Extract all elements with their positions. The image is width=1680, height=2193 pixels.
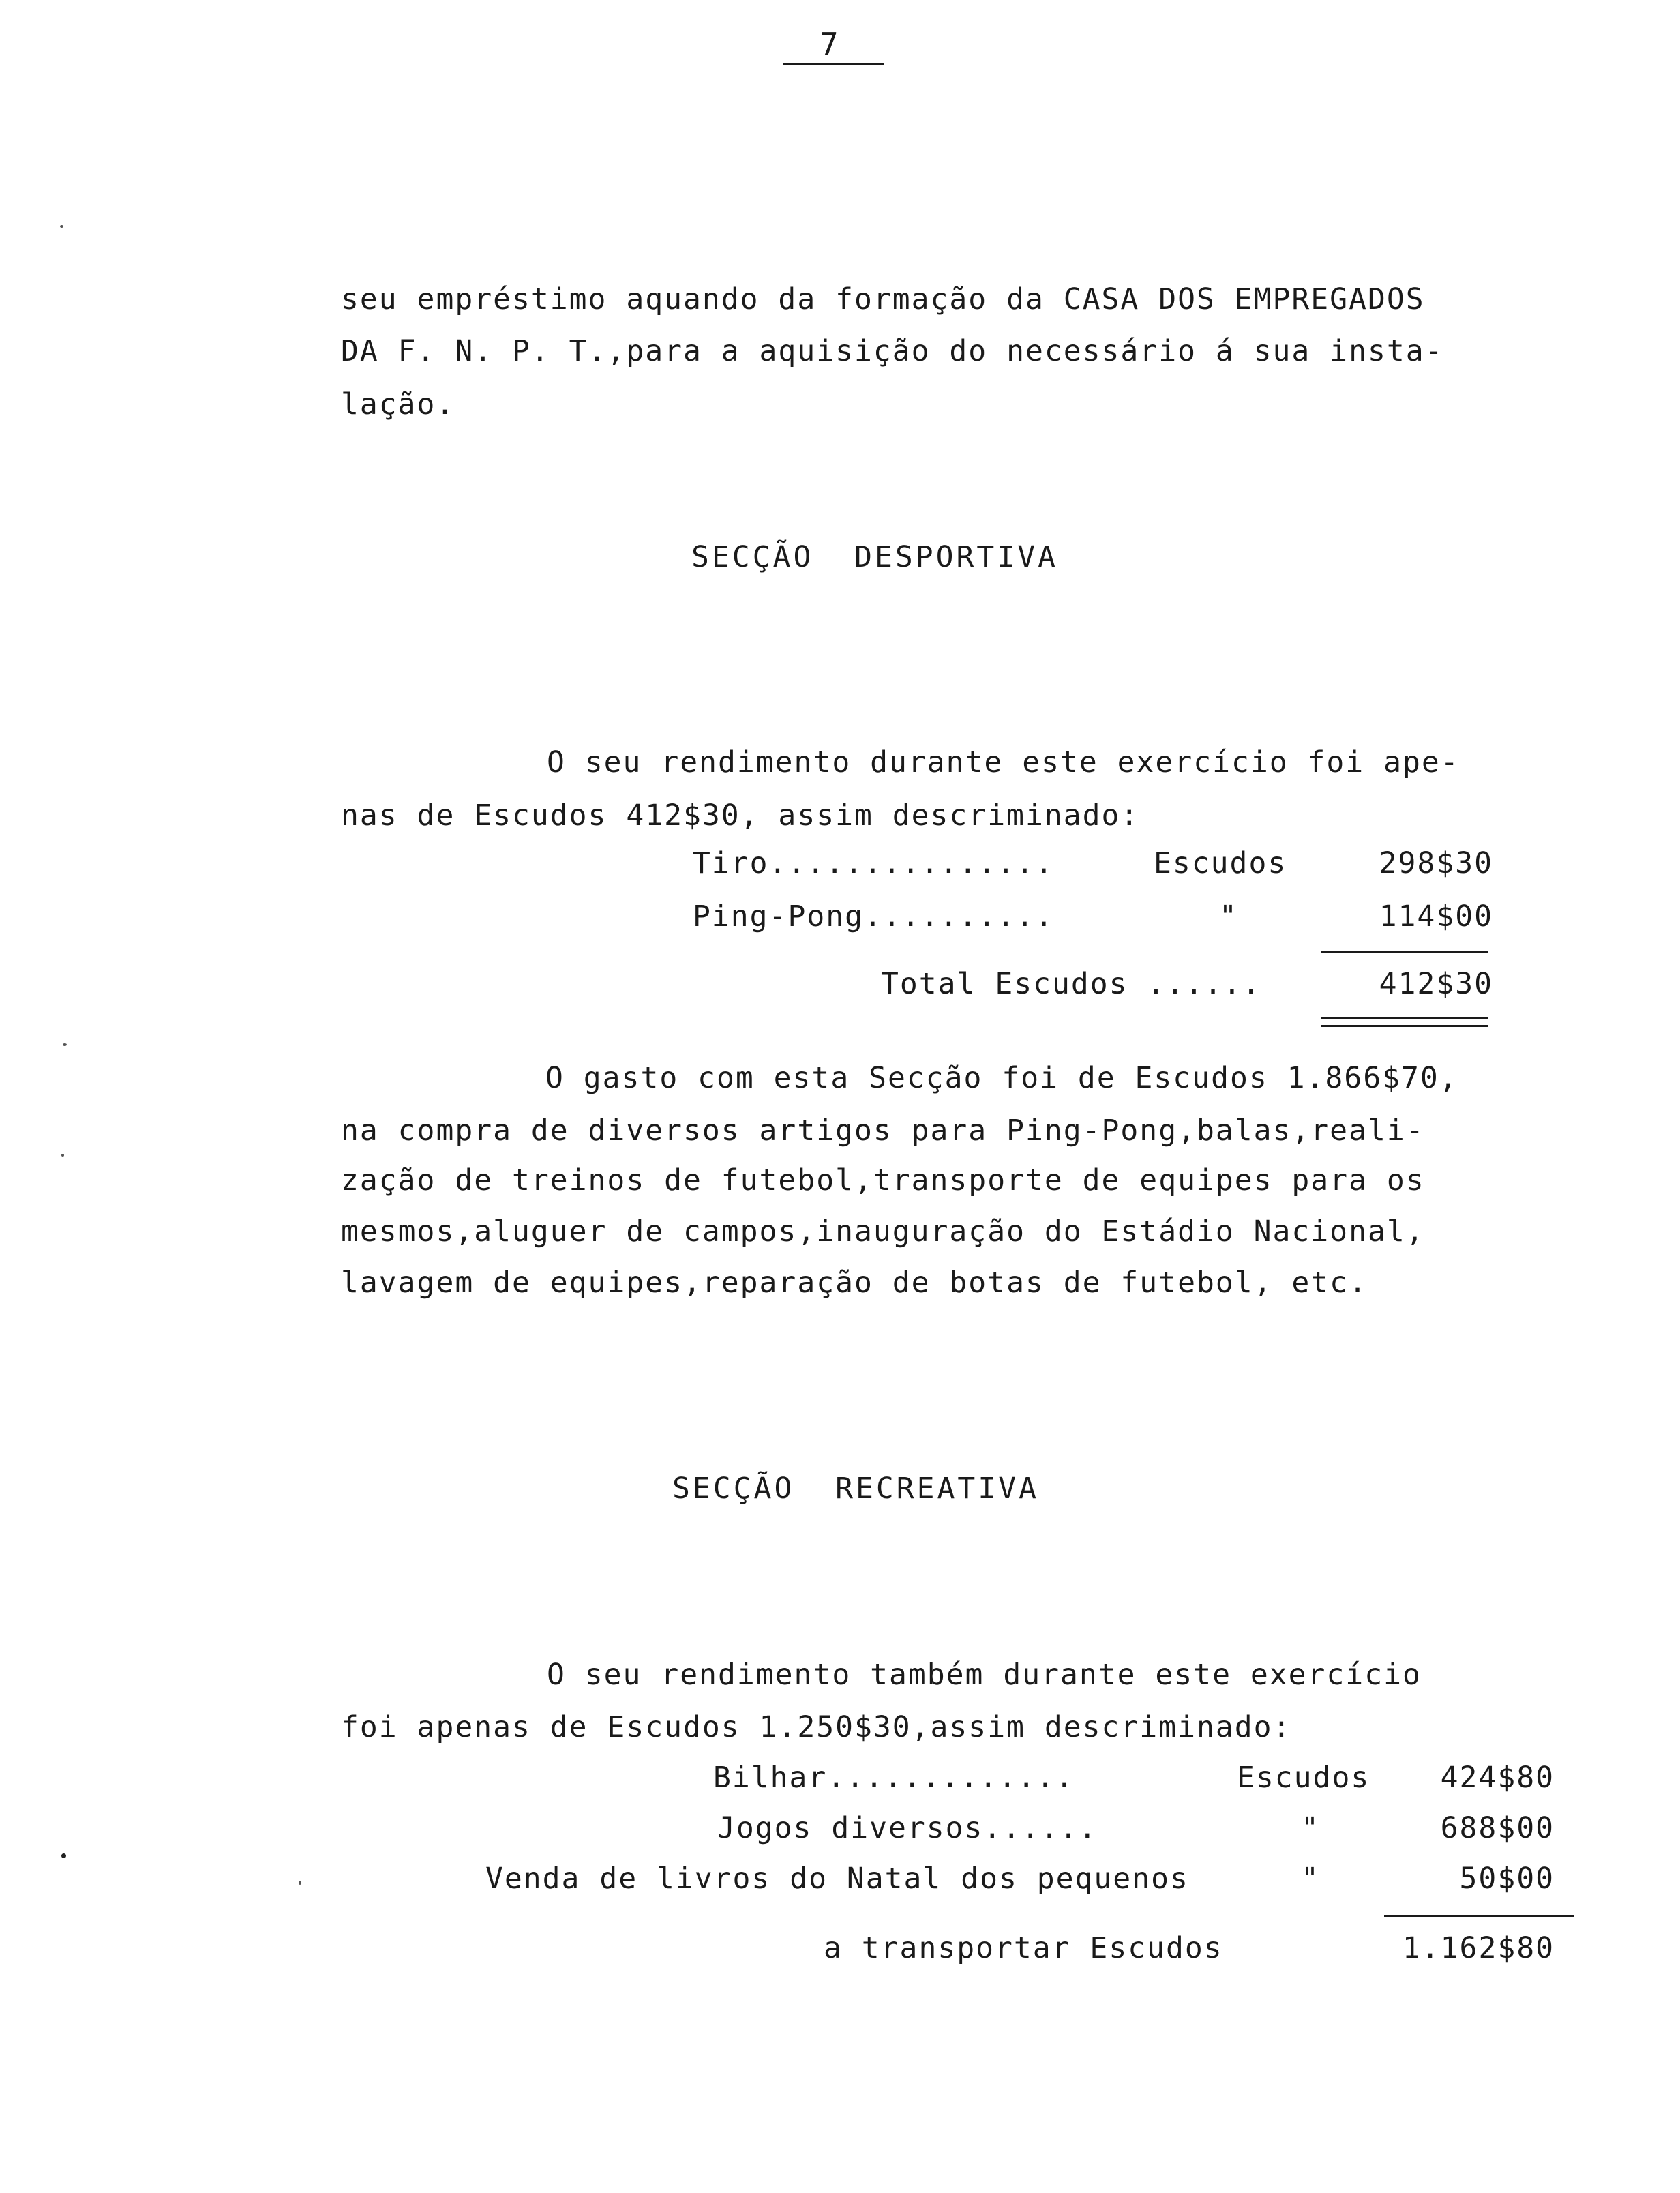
subtotal-rule bbox=[1384, 1915, 1574, 1917]
scan-speck bbox=[299, 1881, 301, 1885]
desportiva-item-label: Tiro............... bbox=[693, 846, 1054, 880]
desportiva-total-label: Total Escudos ...... bbox=[881, 967, 1261, 1001]
recreativa-item-currency: " bbox=[1301, 1811, 1320, 1845]
recreativa-item-label: Bilhar............. bbox=[713, 1761, 1075, 1795]
recreativa-income-line-1: O seu rendimento também durante este exercício bbox=[547, 1658, 1422, 1692]
scan-speck bbox=[63, 1043, 67, 1046]
desportiva-expense-line-2: na compra de diversos artigos para Ping-Pong,balas,reali- bbox=[341, 1114, 1425, 1148]
desportiva-income-line-1: O seu rendimento durante este exercício foi ape- bbox=[547, 745, 1460, 779]
recreativa-carry-label: a transportar Escudos bbox=[824, 1931, 1223, 1965]
page-number: 7 bbox=[820, 26, 840, 63]
page-number-underline bbox=[783, 63, 884, 65]
section-title-desportiva: SECÇÃO DESPORTIVA bbox=[691, 540, 1058, 574]
desportiva-item-amount: 114$00 bbox=[1379, 899, 1493, 934]
desportiva-item-amount: 298$30 bbox=[1379, 846, 1493, 880]
desportiva-expense-line-3: zação de treinos de futebol,transporte de equipes para os bbox=[341, 1163, 1425, 1197]
desportiva-item-label: Ping-Pong.......... bbox=[693, 899, 1054, 934]
section-title-recreativa: SECÇÃO RECREATIVA bbox=[672, 1472, 1039, 1506]
intro-line-2: DA F. N. P. T.,para a aquisição do necessário á sua insta- bbox=[341, 334, 1444, 368]
desportiva-expense-line-5: lavagem de equipes,reparação de botas de futebol, etc. bbox=[341, 1266, 1368, 1300]
recreativa-item-amount: 424$80 bbox=[1440, 1761, 1555, 1795]
desportiva-expense-line-1: O gasto com esta Secção foi de Escudos 1.866$70, bbox=[545, 1061, 1458, 1095]
recreativa-item-currency: Escudos bbox=[1237, 1761, 1370, 1795]
intro-line-3: lação. bbox=[341, 387, 455, 421]
intro-line-1: seu empréstimo aquando da formação da CASA DOS EMPREGADOS bbox=[341, 282, 1425, 316]
recreativa-item-currency: " bbox=[1301, 1862, 1320, 1896]
scan-speck bbox=[60, 225, 63, 228]
desportiva-item-currency: Escudos bbox=[1154, 846, 1287, 880]
desportiva-income-line-2: nas de Escudos 412$30, assim descriminado: bbox=[341, 799, 1140, 833]
recreativa-carry-amount: 1.162$80 bbox=[1402, 1931, 1555, 1965]
scan-speck bbox=[61, 1853, 66, 1858]
subtotal-rule bbox=[1321, 951, 1488, 953]
scan-speck bbox=[61, 1154, 64, 1157]
recreativa-income-line-2: foi apenas de Escudos 1.250$30,assim descriminado: bbox=[341, 1710, 1292, 1744]
desportiva-item-currency: " bbox=[1219, 899, 1238, 934]
recreativa-item-label: Venda de livros do Natal dos pequenos bbox=[485, 1862, 1189, 1896]
recreativa-item-label: Jogos diversos...... bbox=[717, 1811, 1098, 1845]
desportiva-total-amount: 412$30 bbox=[1379, 967, 1493, 1001]
recreativa-item-amount: 50$00 bbox=[1459, 1862, 1555, 1896]
recreativa-item-amount: 688$00 bbox=[1440, 1811, 1555, 1845]
total-double-rule-bottom bbox=[1321, 1025, 1488, 1027]
total-double-rule-top bbox=[1321, 1017, 1488, 1019]
desportiva-expense-line-4: mesmos,aluguer de campos,inauguração do Estádio Nacional, bbox=[341, 1214, 1425, 1249]
